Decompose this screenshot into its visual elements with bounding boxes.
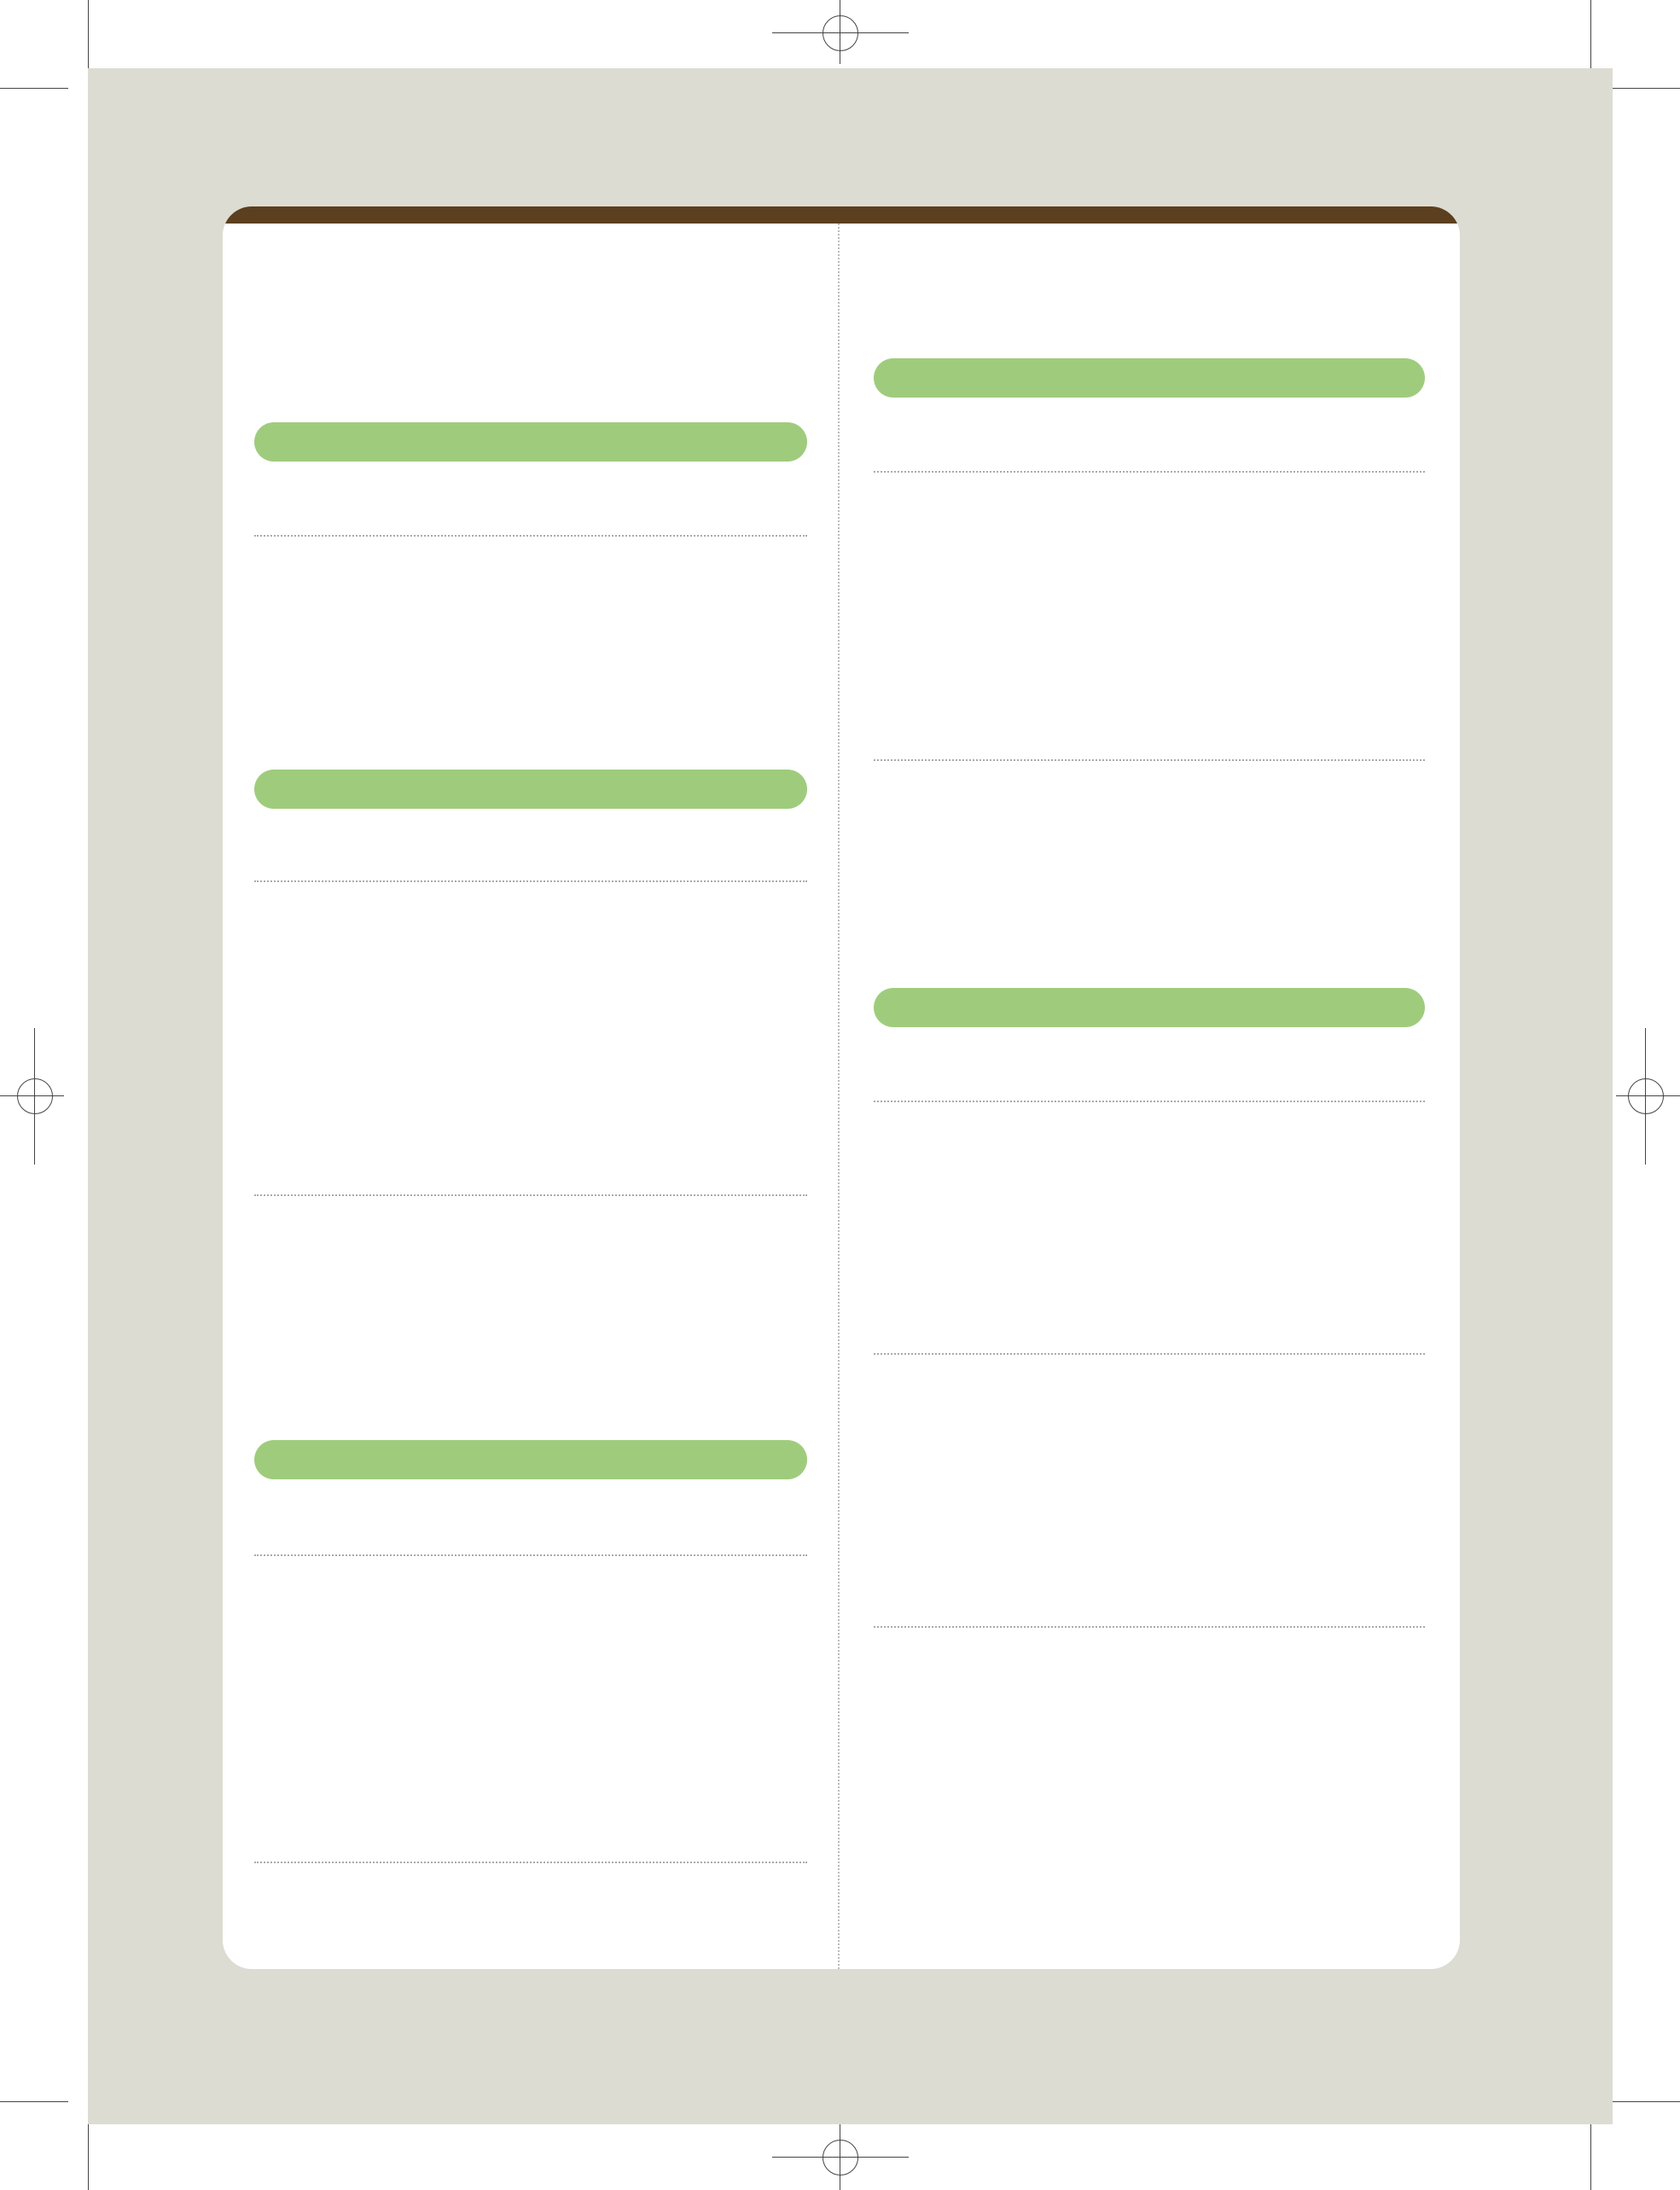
section-header — [874, 1300, 1425, 1355]
crop-mark — [1613, 2101, 1680, 2102]
crop-mark — [1590, 0, 1591, 68]
unit-banner — [254, 1440, 807, 1479]
section-header — [254, 1502, 807, 1556]
section-header — [254, 828, 807, 882]
crop-mark — [0, 2101, 68, 2102]
registration-mark — [823, 15, 858, 51]
unit-banner — [874, 988, 1425, 1027]
card-top-bar — [223, 206, 1460, 224]
unit-banner — [254, 422, 807, 462]
section-header — [254, 1809, 807, 1863]
registration-mark — [823, 2140, 858, 2175]
crop-mark — [88, 2124, 89, 2190]
registration-mark — [17, 1078, 53, 1114]
registration-mark — [1628, 1078, 1664, 1114]
section-header — [874, 706, 1425, 761]
page-footer — [1331, 2001, 1338, 2030]
section-header — [874, 1573, 1425, 1628]
section-header — [874, 1048, 1425, 1102]
section-header — [874, 418, 1425, 473]
crop-mark — [1590, 2124, 1591, 2190]
crop-mark — [0, 88, 68, 89]
column-divider — [838, 224, 840, 1969]
unit-banner — [874, 358, 1425, 398]
unit-banner — [254, 770, 807, 809]
crop-mark — [88, 0, 89, 68]
crop-mark — [1613, 88, 1680, 89]
section-header — [254, 482, 807, 537]
section-header — [254, 1141, 807, 1196]
